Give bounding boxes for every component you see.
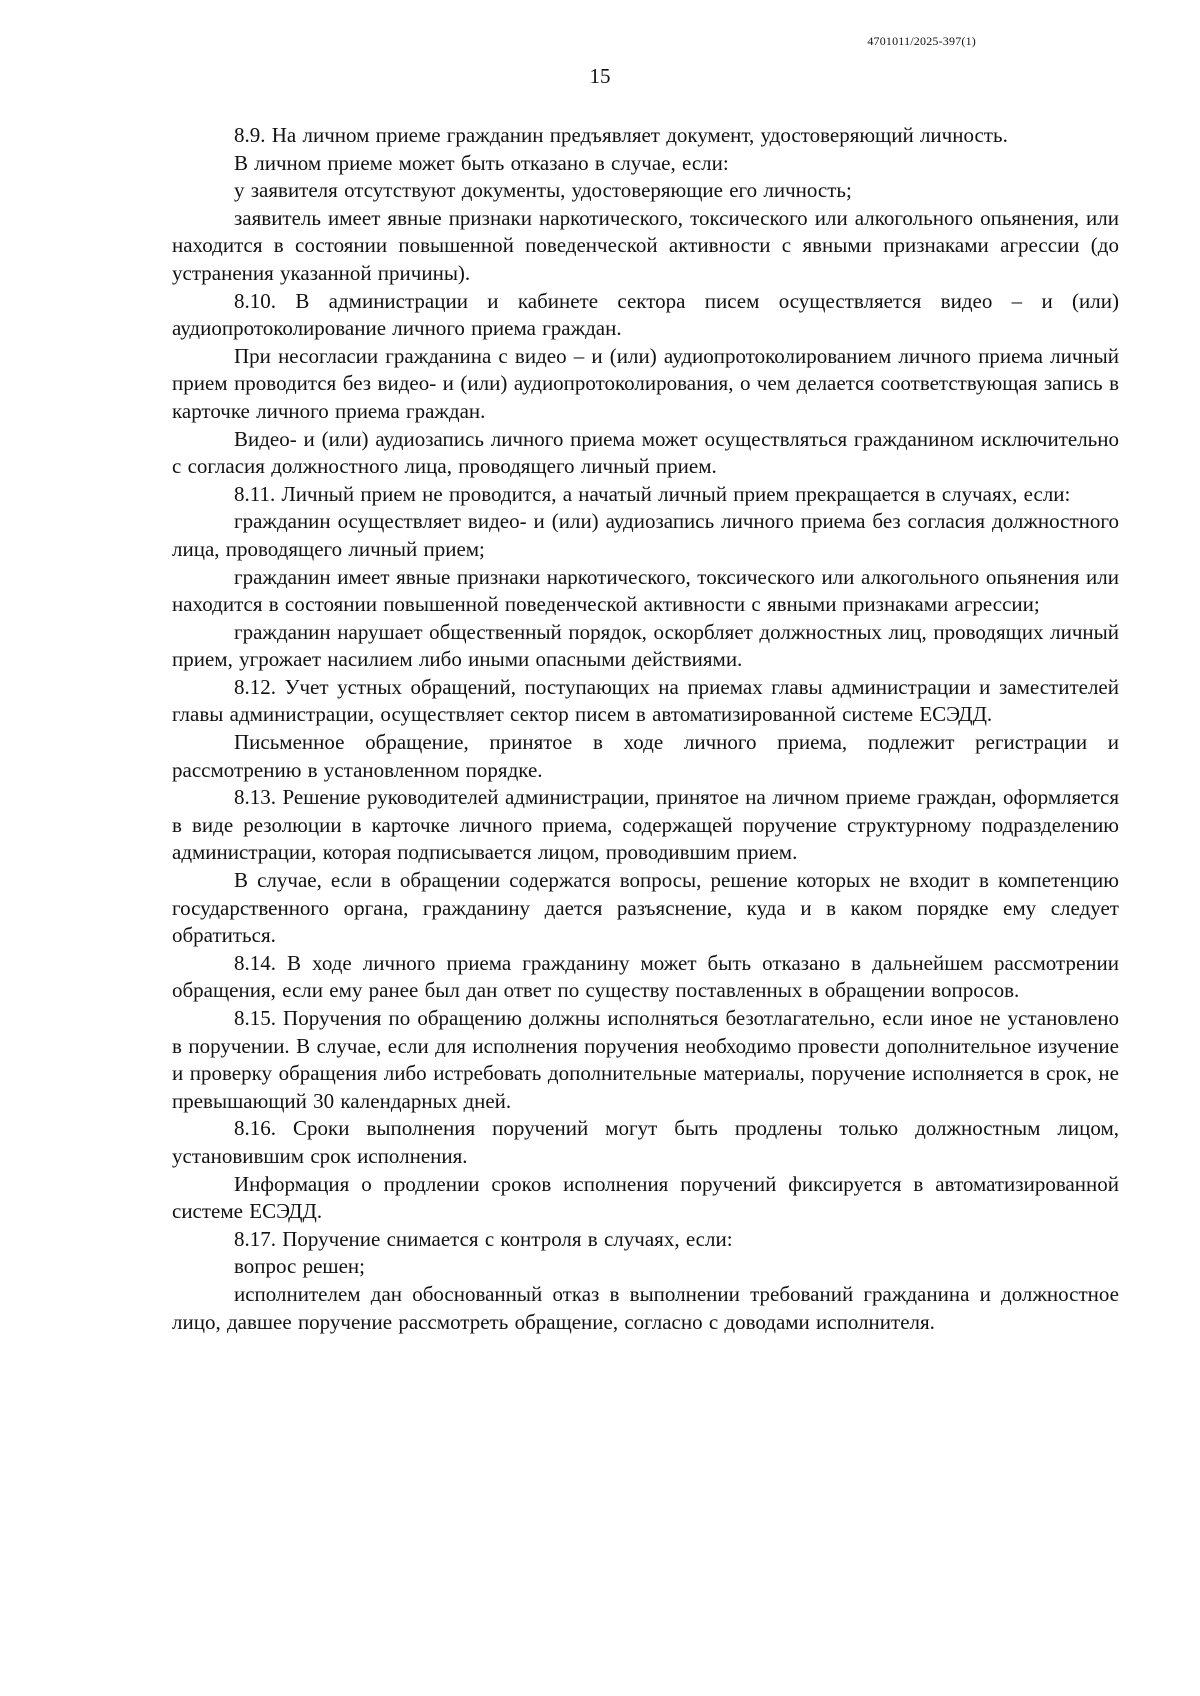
paragraph: заявитель имеет явные признаки наркотического, токсического или алкогольного опьянения, или находится в состоянии повышенной поведенческой активности с явными признаками агрессии (до устранения указанной причины).: [172, 205, 1119, 285]
paragraph-8-10: 8.10. В администрации и кабинете сектора писем осуществляется видео – и (или) аудиопротоколирование личного приема граждан.: [172, 288, 1119, 341]
paragraph: гражданин имеет явные признаки наркотического, токсического или алкогольного опьянения или находится в состоянии повышенной поведенческой активности с явными признаками агрессии;: [172, 564, 1119, 617]
paragraph: В личном приеме может быть отказано в случае, если:: [234, 150, 729, 175]
paragraph-8-11: 8.11. Личный прием не проводится, а начатый личный прием прекращается в случаях, если:: [234, 481, 1071, 506]
paragraph-8-13: 8.13. Решение руководителей администрации, принятое на личном приеме граждан, оформляется в виде резолюции в карточке личного приема, содержащей поручение структурному подразделению администрации, которая подписывается лицом, проводившим прием.: [172, 785, 1119, 865]
document-body: [172, 122, 1119, 1336]
paragraph-8-15: 8.15. Поручения по обращению должны исполняться безотлагательно, если иное не установлено в поручении. В случае, если для исполнения поручения необходимо провести дополнительное изучение и проверку обращения либо истребовать дополнительные материалы, поручение исполняется в срок, не превышающий 30 календарных дней.: [172, 1006, 1119, 1113]
paragraph: Письменное обращение, принятое в ходе личного приема, подлежит регистрации и рассмотрению в установленном порядке.: [172, 730, 1119, 782]
paragraph-8-16: 8.16. Сроки выполнения поручений могут быть продлены только должностным лицом, установившим срок исполнения.: [172, 1116, 1119, 1168]
paragraph: Видео- и (или) аудиозапись личного приема может осуществляться гражданином исключительно с согласия должностного лица, проводящего личный прием.: [172, 426, 1119, 479]
paragraph: При несогласии гражданина с видео – и (или) аудиопротоколированием личного приема личный прием проводится без видео- и (или) аудиопротоколирования, о чем делается соответствующая запись в карточке личного приема граждан.: [172, 343, 1119, 423]
paragraph-8-14: 8.14. В ходе личного приема гражданину может быть отказано в дальнейшем рассмотрении обращения, если ему ранее был дан ответ по существу поставленных в обращении вопросов.: [172, 950, 1119, 1003]
document-registration-code: 4701011/2025-397(1): [867, 34, 976, 48]
paragraph-8-9: 8.9. На личном приеме гражданин предъявляет документ, удостоверяющий личность.: [234, 123, 1008, 147]
paragraph: гражданин нарушает общественный порядок, оскорбляет должностных лиц, проводящих личный прием, угрожает насилием либо иными опасными действиями.: [172, 619, 1119, 672]
paragraph: гражданин осуществляет видео- и (или) аудиозапись личного приема без согласия должностного лица, проводящего личный прием;: [172, 509, 1119, 561]
paragraph-8-12: 8.12. Учет устных обращений, поступающих на приемах главы администрации и заместителей главы администрации, осуществляет сектор писем в автоматизированной системе ЕСЭДД.: [172, 674, 1119, 727]
paragraph: исполнителем дан обоснованный отказ в выполнении требований гражданина и должностное лицо, давшее поручение рассмотреть обращение, согласно с доводами исполнителя.: [172, 1281, 1119, 1334]
paragraph: вопрос решен;: [234, 1254, 365, 1279]
paragraph: В случае, если в обращении содержатся вопросы, решение которых не входит в компетенцию государственного органа, гражданину дается разъяснение, куда и в каком порядке ему следует обратиться.: [172, 868, 1119, 948]
page-number: 15: [589, 64, 611, 88]
paragraph: Информация о продлении сроков исполнения поручений фиксируется в автоматизированной системе ЕСЭДД.: [172, 1171, 1119, 1224]
paragraph: у заявителя отсутствуют документы, удостоверяющие его личность;: [234, 178, 852, 203]
paragraph-8-17: 8.17. Поручение снимается с контроля в случаях, если:: [234, 1226, 733, 1251]
